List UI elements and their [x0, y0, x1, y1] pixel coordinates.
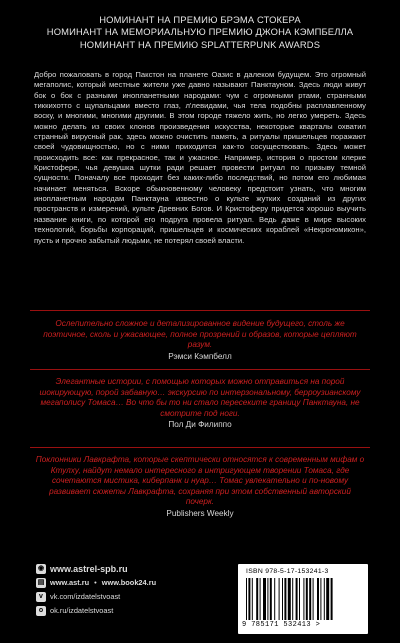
review: [34, 455, 366, 520]
divider: [30, 369, 370, 370]
divider: [30, 447, 370, 448]
link-row: [36, 576, 156, 590]
back-cover-footer: [0, 552, 400, 643]
ok-link[interactable]: ok.ru/izdatelstvoast: [50, 606, 114, 615]
barcode-graphic: [246, 578, 360, 620]
site-main-link[interactable]: www.astrel-spb.ru: [50, 564, 128, 574]
awards-block: [0, 14, 400, 51]
description-text: Добро пожаловать в город Пакстон на планете Оазис в далеком будущем. Это огромный мегаполис, который местные жители уже давно называют Панктауном. Здесь люди живут бок о бок с разными инопланетными народами: чум с огромными ртами, странными тиккихотто с щупальцами вместо глаз, л'левидами, чья тела подобны расплавленному воску, и многими, многими другими. В этом городе тяжело жить, но легко умереть. Здесь можно делать из своих клонов произведения искусства, некоторые кварталы охватил странный вирусный рак, здесь можно очистить память, а ритуалы пришельцев поражают своей чудовищностью, но с ними приходится как-то сосуществовать. Здесь может происходить все: как прекрасное, так и ужасное. Например, история о простом клерке Кристофере, чья девушка шутки ради решает провести ритуал по призыву темной сущности. Поначалу все проходит без каких-либо последствий, но потом его любимая начинает меняться. Вскоре обыкновенному человеку предстоит узнать, что многим инопланетным народам Панктауна известно о культе жутких созданий из других пространств и измерений, культе Древних Богов. И Кристоферу придется хорошо выучить название книги, по которой его подруга провела ритуал. Ведь даже в мире высоких технологий, борьбы корпораций, пришельцев и космических кораблей «Некрономикон», пусть и прочно забытый людьми, не потерял своей власти.: [34, 70, 366, 245]
isbn-label: ISBN 978-5-17-153241-3: [246, 568, 329, 575]
site-book24-link[interactable]: www.book24.ru: [101, 578, 157, 587]
globe-icon: ◉: [37, 565, 45, 572]
link-row: [36, 562, 156, 576]
vk-icon: v: [36, 592, 46, 602]
link-row: [36, 604, 156, 618]
review-author: Рэмси Кэмпбелл: [168, 351, 232, 361]
review-author: Publishers Weekly: [166, 508, 234, 518]
isbn-barcode-box: [238, 564, 368, 634]
award-line: НОМИНАНТ НА ПРЕМИЮ БРЭМА СТОКЕРА: [99, 14, 301, 25]
review-quote: Поклонники Лавкрафта, которые скептически относятся к современным мифам о Ктулху, найдут немало интересного в интригующем творении Томаса, где сочетаются мистика, киберпанк и нуар… Томас увлекательно и по-новому развивает сюжеты Лавкрафта, сохраняя при этом собственный авторский почерк.: [35, 455, 365, 507]
review-quote: Элегантные истории, с помощью которых можно отправиться на порой шокирующую, порой забавную… экскурсию по интерзональному, берроузианскому мегаполису Томаса… Во что бы то ни стало пересеките границу Панктауна, не смотрите под ноги.: [39, 377, 361, 418]
separator: •: [94, 578, 97, 587]
review-author: Пол Ди Филиппо: [168, 420, 232, 430]
ok-icon: o: [36, 606, 46, 616]
vk-link[interactable]: vk.com/izdatelstvoast: [50, 592, 121, 601]
site-ast-link[interactable]: www.ast.ru: [50, 578, 90, 587]
book-description: [34, 70, 366, 246]
award-line: НОМИНАНТ НА МЕМОРИАЛЬНУЮ ПРЕМИЮ ДЖОНА КЭМПБЕЛЛА: [46, 26, 354, 38]
cart-icon: ▤: [37, 579, 45, 586]
review: [34, 377, 366, 431]
review: [34, 319, 366, 363]
barcode-number: 9 785171 532413 >: [242, 621, 321, 629]
award-line: НОМИНАНТ НА ПРЕМИЮ SPLATTERPUNK AWARDS: [79, 38, 321, 50]
divider: [30, 310, 370, 311]
link-row: [36, 590, 156, 604]
review-quote: Ослепительно сложное и детализированное видение будущего, столь же поэтичное, сколь и ужасающее, полное прозрений и образов, которые цепляют разум.: [43, 319, 357, 350]
publisher-links: [36, 562, 156, 618]
